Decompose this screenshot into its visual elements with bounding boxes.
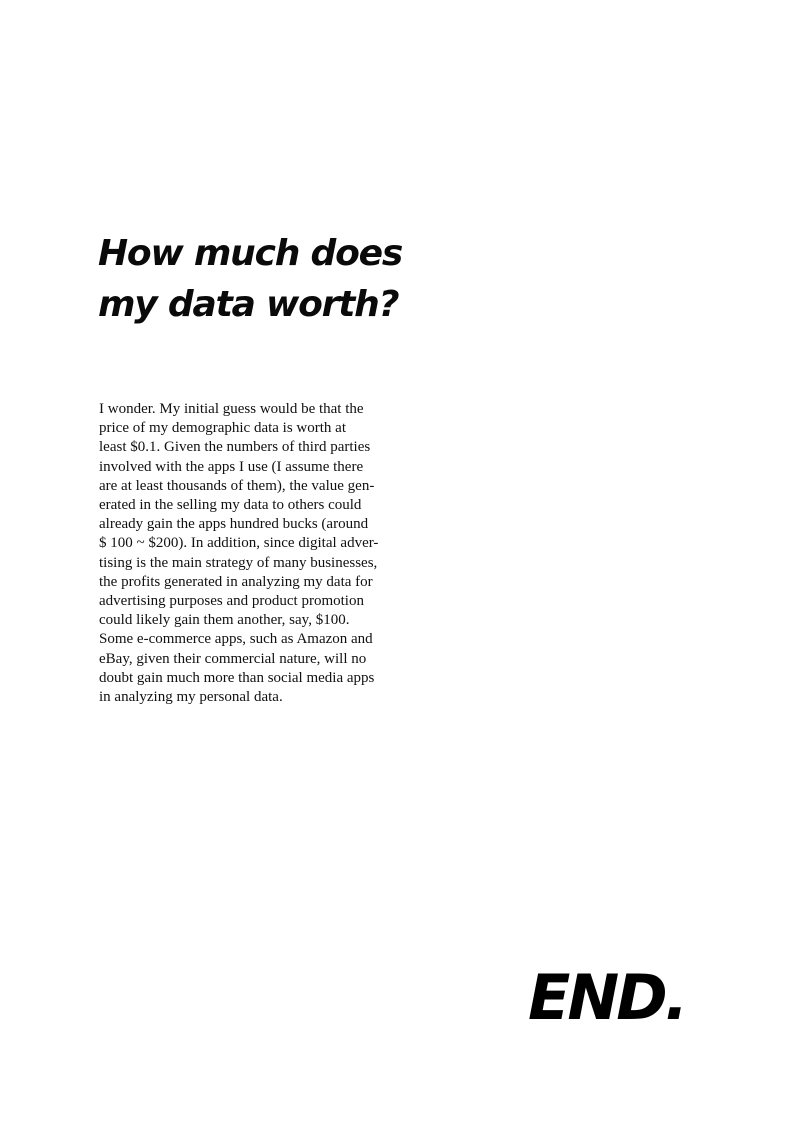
title-line: my data worth? <box>98 284 399 325</box>
body-line: already gain the apps hundred bucks (around <box>99 516 369 533</box>
body-line: eBay, given their commercial nature, will no <box>99 650 367 667</box>
body-line: doubt gain much more than social media apps <box>99 669 375 686</box>
body-line: advertising purposes and product promotion <box>99 593 364 610</box>
body-paragraph <box>99 400 399 707</box>
page-title <box>98 228 418 330</box>
body-line: I wonder. My initial guess would be that the <box>99 401 364 417</box>
title-line: How much does <box>98 233 403 274</box>
body-line: the profits generated in analyzing my data for <box>99 573 373 590</box>
body-line: erated in the selling my data to others could <box>99 497 362 514</box>
body-line: involved with the apps I use (I assume there <box>99 458 364 475</box>
body-line: Some e-commerce apps, such as Amazon and <box>99 631 373 648</box>
body-line: in analyzing my personal data. <box>99 689 283 706</box>
body-line: least $0.1. Given the numbers of third parties <box>99 439 371 456</box>
body-line: $ 100 ~ $200). In addition, since digital adver- <box>99 535 379 552</box>
end-mark: END. <box>528 961 686 1034</box>
body-line: tising is the main strategy of many businesses, <box>99 554 378 571</box>
body-line: are at least thousands of them), the value gen- <box>99 477 375 494</box>
body-line: price of my demographic data is worth at <box>99 420 347 437</box>
body-line: could likely gain them another, say, $100. <box>99 612 350 629</box>
